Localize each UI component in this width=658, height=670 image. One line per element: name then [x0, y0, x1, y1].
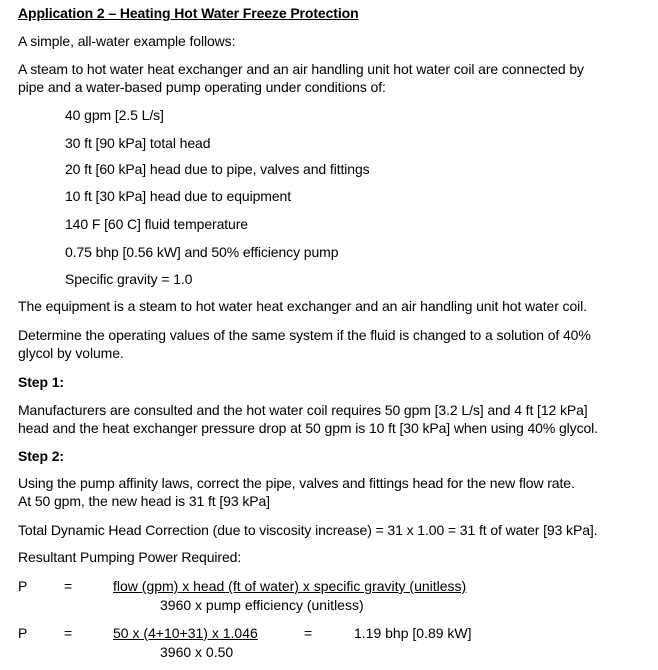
- determine-line2: glycol by volume.: [18, 345, 124, 361]
- determine-line1: Determine the operating values of the same system if the fluid is changed to a solution of 40%: [18, 327, 591, 343]
- step2-heading: Step 2:: [18, 448, 64, 464]
- equipment-text: The equipment is a steam to hot water heat exchanger and an air handling unit hot water coil.: [18, 298, 587, 314]
- condition-item: Specific gravity = 1.0: [65, 271, 193, 287]
- condition-item: 30 ft [90 kPa] total head: [65, 135, 211, 151]
- condition-item: 140 F [60 C] fluid temperature: [65, 216, 248, 232]
- para1-line1: A steam to hot water heat exchanger and an air handling unit hot water coil are connected by: [18, 61, 584, 77]
- calc-equals-result: =: [304, 625, 313, 641]
- step2-line2: At 50 gpm, the new head is 31 ft [93 kPa]: [18, 493, 270, 509]
- condition-item: 20 ft [60 kPa] head due to pipe, valves and fittings: [65, 161, 370, 177]
- power-heading: Resultant Pumping Power Required:: [18, 549, 242, 565]
- step1-line2: head and the heat exchanger pressure drop at 50 gpm is 10 ft [30 kPa] when using 40% glycol.: [18, 420, 598, 436]
- step1-heading: Step 1:: [18, 374, 64, 390]
- calc-equals: =: [64, 625, 73, 641]
- calc-numerator: 50 x (4+10+31) x 1.046: [113, 625, 258, 641]
- condition-item: 10 ft [30 kPa] head due to equipment: [65, 188, 292, 204]
- calc-result: 1.19 bhp [0.89 kW]: [354, 625, 472, 641]
- step1-line1: Manufacturers are consulted and the hot water coil requires 50 gpm [3.2 L/s] and 4 ft [12 kPa]: [18, 402, 588, 418]
- calc-symbol: P: [18, 625, 28, 641]
- page-title: Application 2 – Heating Hot Water Freeze Protection: [18, 5, 359, 21]
- calc-denominator: 3960 x 0.50: [160, 644, 234, 660]
- condition-item: 0.75 bhp [0.56 kW] and 50% efficiency pump: [65, 244, 339, 260]
- intro-text: A simple, all-water example follows:: [18, 33, 236, 49]
- para1-line2: pipe and a water-based pump operating under conditions of:: [18, 79, 386, 95]
- formula-symbol: P: [18, 578, 28, 594]
- step2-line1: Using the pump affinity laws, correct the pipe, valves and fittings head for the new flow rate.: [18, 475, 575, 491]
- formula-equals: =: [64, 578, 73, 594]
- condition-item: 40 gpm [2.5 L/s]: [65, 107, 164, 123]
- formula-numerator: flow (gpm) x head (ft of water) x specific gravity (unitless): [113, 578, 467, 594]
- tdh-text: Total Dynamic Head Correction (due to viscosity increase) = 31 x 1.00 = 31 ft of water [93 kPa].: [18, 522, 598, 538]
- formula-denominator: 3960 x pump efficiency (unitless): [160, 597, 364, 613]
